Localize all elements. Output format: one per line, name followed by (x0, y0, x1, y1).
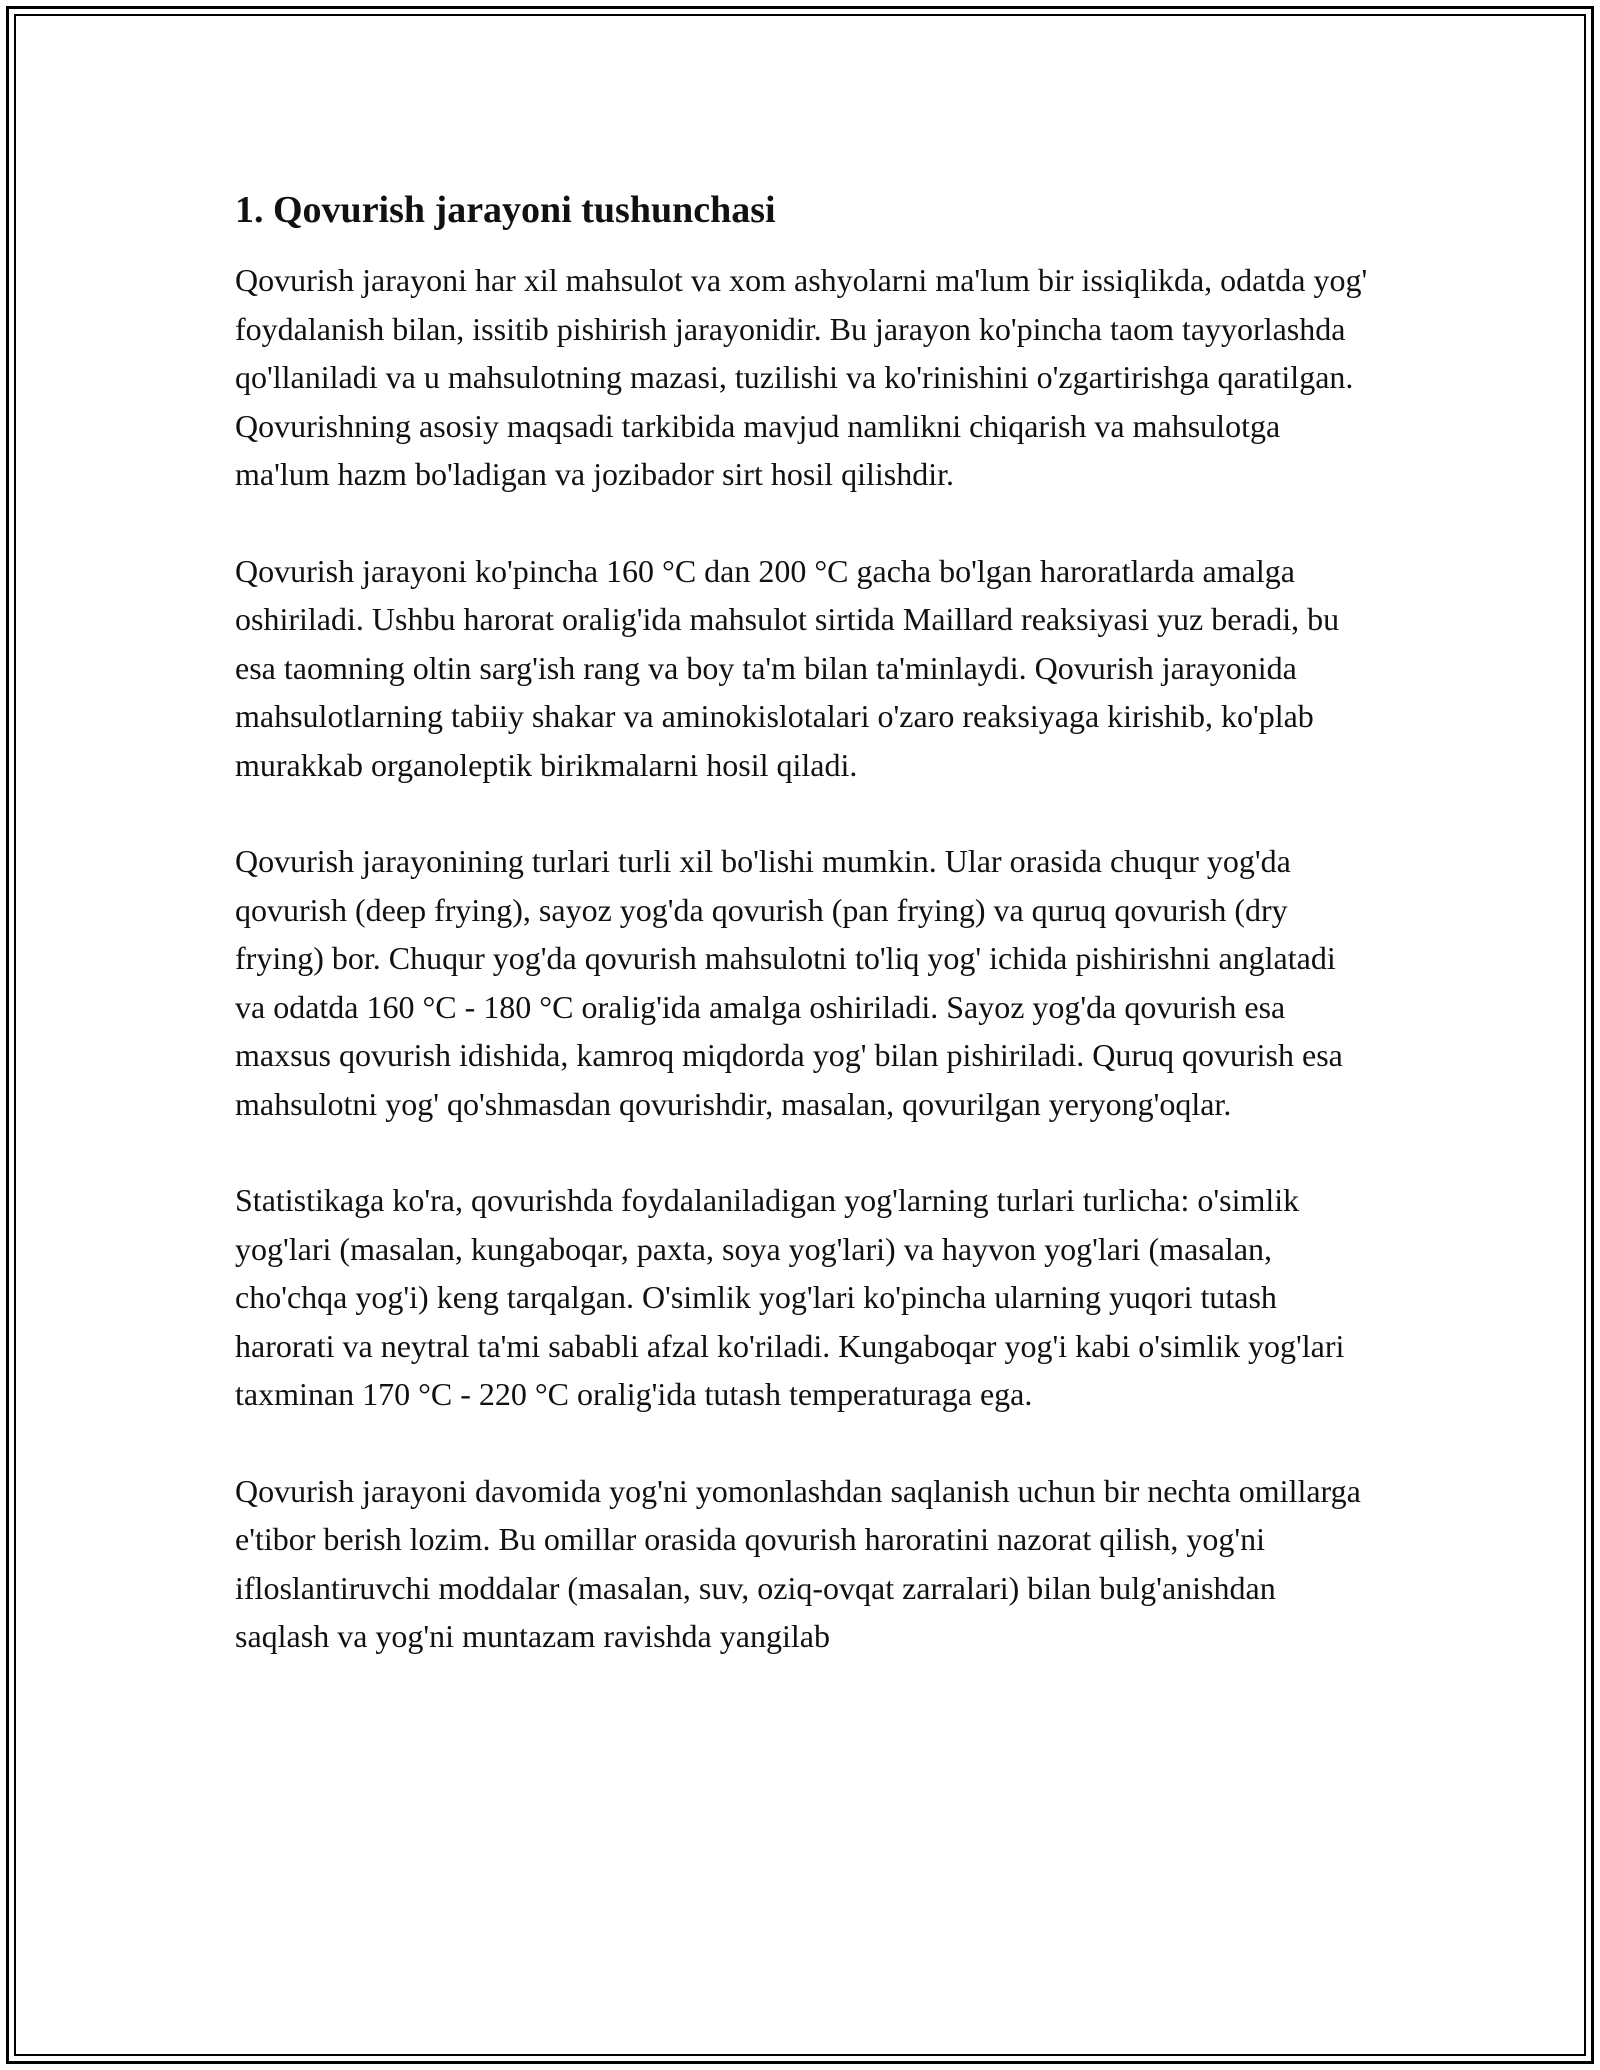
paragraph-1: Qovurish jarayoni har xil mahsulot va xom ashyolarni ma'lum bir issiqlikda, odatda yog' foydalanish bilan, issitib pishirish jarayonidir. Bu jarayon ko'pincha taom tayyorlashda qo'llaniladi va u mahsulotning mazasi, tuzilishi va ko'rinishini o'zgartirishga qaratilgan. Qovurishning asosiy maqsadi tarkibida mavjud namlikni chiqarish va mahsulotga ma'lum hazm bo'ladigan va jozibador sirt hosil qilishdir. (235, 262, 1368, 492)
document-content (235, 186, 1370, 1709)
paragraph-4: Statistikaga ko'ra, qovurishda foydalaniladigan yog'larning turlari turlicha: o'simlik yog'lari (masalan, kungaboqar, paxta, soya yog'lari) va hayvon yog'lari (masalan, cho'chqa yog'i) keng tarqalgan. O'simlik yog'lari ko'pincha ularning yuqori tutash harorati va neytral ta'mi sababli afzal ko'riladi. Kungaboqar yog'i kabi o'simlik yog'lari taxminan 170 °C - 220 °C oralig'ida tutash temperaturaga ega. (235, 1182, 1345, 1412)
paragraph-3: Qovurish jarayonining turlari turli xil bo'lishi mumkin. Ular orasida chuqur yog'da qovurish (deep frying), sayoz yog'da qovurish (pan frying) va quruq qovurish (dry frying) bor. Chuqur yog'da qovurish mahsulotni to'liq yog' ichida pishirishni anglatadi va odatda 160 °C - 180 °C oralig'ida amalga oshiriladi. Sayoz yog'da qovurish esa maxsus qovurish idishida, kamroq miqdorda yog' bilan pishiriladi. Quruq qovurish esa mahsulotni yog' qo'shmasdan qovurishdir, masalan, qovurilgan yeryong'oqlar. (235, 843, 1343, 1122)
section-heading: 1. Qovurish jarayoni tushunchasi (235, 189, 776, 231)
paragraph-5: Qovurish jarayoni davomida yog'ni yomonlashdan saqlanish uchun bir nechta omillarga e'tibor berish lozim. Bu omillar orasida qovurish haroratini nazorat qilish, yog'ni ifloslantiruvchi moddalar (masalan, suv, oziq-ovqat zarralari) bilan bulg'anishdan saqlash va yog'ni muntazam ravishda yangilab (235, 1472, 1361, 1654)
paragraph-2: Qovurish jarayoni ko'pincha 160 °C dan 200 °C gacha bo'lgan haroratlarda amalga oshiriladi. Ushbu harorat oralig'ida mahsulot sirtida Maillard reaksiyasi yuz beradi, bu esa taomning oltin sarg'ish rang va boy ta'm bilan ta'minlaydi. Qovurish jarayonida mahsulotlarning tabiiy shakar va aminokislotalari o'zaro reaksiyaga kirishib, ko'plab murakkab organoleptik birikmalarni hosil qiladi. (235, 552, 1340, 783)
